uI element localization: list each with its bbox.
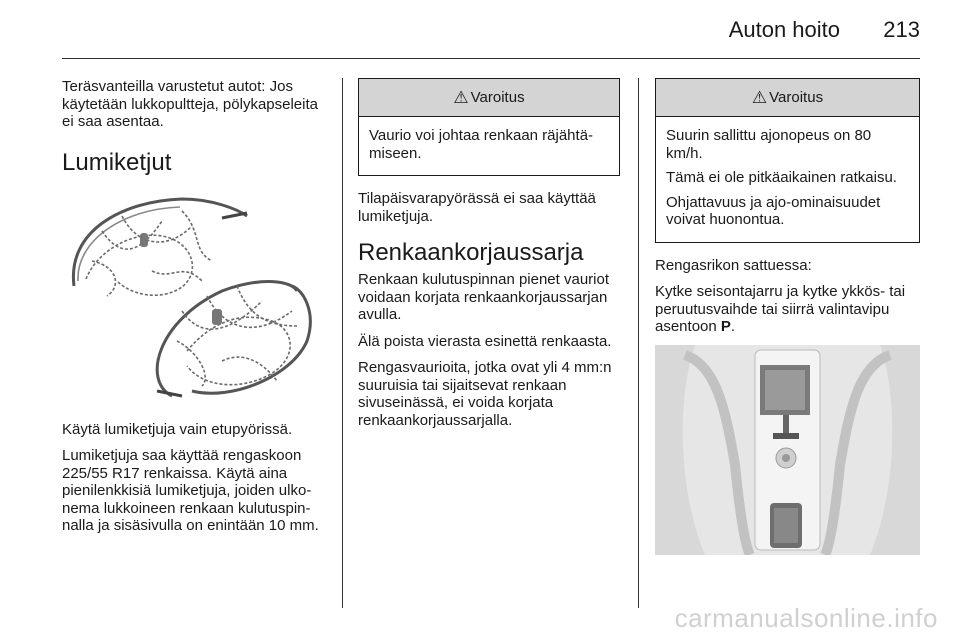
warning-box	[655, 78, 920, 243]
column-3	[655, 78, 920, 555]
text-span: Kytke seisontajarru ja kytke ykkös- tai peruutusvaihde tai siirrä valintavipu asentoon	[655, 283, 906, 335]
section-title: Auton hoito	[728, 17, 840, 42]
paragraph: Käytä lumiketjuja vain etupyörissä.	[62, 420, 293, 438]
paragraph: Älä poista vierasta esinettä renkaasta.	[358, 332, 612, 350]
warning-triangle-icon: ⚠	[751, 87, 768, 107]
column-2	[358, 78, 620, 438]
warning-title: Varoitus	[470, 88, 525, 106]
paragraph: Tilapäisvarapyörässä ei saa käyttää lumiketjuja.	[358, 190, 596, 225]
heading-tire-repair-kit: Renkaankorjaussarja	[358, 239, 584, 266]
paragraph: Rengasvaurioita, jotka ovat yli 4 mm:n suuruisia tai sijaitsevat renkaan sivuseinässä, ei voida korjata renkaankorjaussarjalla.	[358, 359, 612, 429]
tire-repair-kit-photo	[655, 345, 920, 555]
column-divider	[342, 78, 343, 608]
page-header	[0, 0, 960, 62]
watermark: carmanualsonline.info	[674, 603, 938, 633]
warning-header	[656, 79, 919, 117]
warning-line: Ohjattavuus ja ajo-ominaisuudet voivat huonontua.	[666, 193, 881, 228]
warning-text: Vaurio voi johtaa renkaan räjähtämiseen.	[369, 127, 594, 162]
column-divider	[638, 78, 639, 608]
paragraph	[655, 283, 920, 336]
warning-line: Tämä ei ole pitkäaikainen ratkaisu.	[666, 169, 897, 186]
warning-header	[359, 79, 619, 117]
snow-chains-illustration	[62, 191, 326, 403]
heading-snow-chains: Lumiketjut	[62, 148, 172, 176]
warning-line: Suurin sallittu ajonopeus on 80 km/h.	[666, 127, 872, 162]
warning-box	[358, 78, 620, 176]
warning-triangle-icon: ⚠	[453, 87, 469, 107]
paragraph: Renkaan kulutuspinnan pienet vauriot voidaan korjata renkaankorjaussarjan avulla.	[358, 271, 610, 323]
intro-text: Teräsvanteilla varustetut autot: Jos käytetään lukkopultteja, pölykapseleita ei saa asentaa.	[62, 78, 318, 130]
warning-title: Varoitus	[769, 88, 824, 106]
paragraph: Lumiketjuja saa käyttää rengaskoon 225/55 R17 renkaissa. Käytä aina pienilenkkisiä lumiketjuja, joiden ulkonema lukkoineen renkaan kulutuspinnalla ja sisäsivulla on enintään 10 mm.	[62, 447, 319, 534]
column-1	[62, 78, 330, 544]
page-number: 213	[883, 17, 920, 42]
header-rule	[62, 58, 920, 59]
text-span: .	[730, 318, 736, 335]
paragraph: Rengasrikon sattuessa:	[655, 256, 812, 274]
gear-position: P	[720, 318, 731, 335]
